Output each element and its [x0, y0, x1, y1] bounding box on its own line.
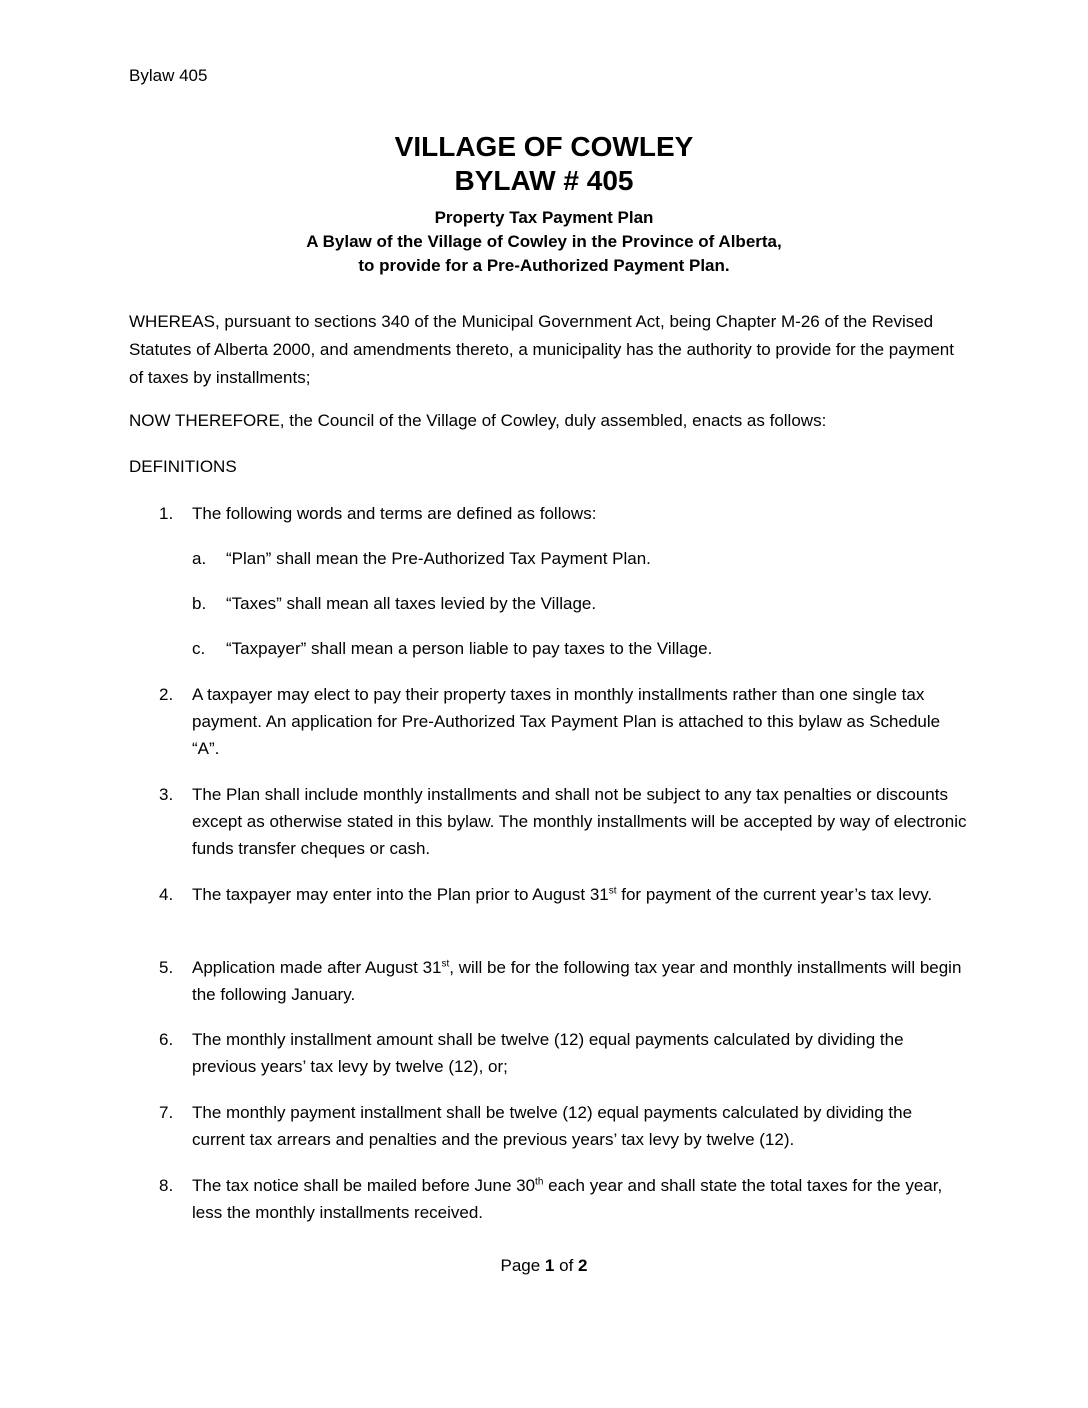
sub-item-letter: c. — [192, 639, 206, 658]
list-item-text: The monthly installment amount shall be twelve (12) equal payments calculated by dividing the previous years’ tax levy by twelve (12), or; — [192, 1030, 904, 1076]
running-header: Bylaw 405 — [129, 66, 208, 85]
list-item-number: 2. — [159, 685, 174, 704]
subtitle-description-2: to provide for a Pre-Authorized Payment Plan. — [358, 256, 730, 275]
sub-item-letter: a. — [192, 549, 207, 568]
sub-item-text: “Taxpayer” shall mean a person liable to pay taxes to the Village. — [226, 639, 713, 658]
definitions-heading: DEFINITIONS — [129, 457, 237, 476]
list-item-text: A taxpayer may elect to pay their property taxes in monthly installments rather than one single tax payment. An application for Pre-Authorized Tax Payment Plan is attached to this bylaw as Schedule “A”. — [192, 685, 941, 758]
list-item-text — [192, 881, 967, 908]
sub-item-text: “Taxes” shall mean all taxes levied by the Village. — [226, 594, 597, 613]
of-word: of — [559, 1256, 574, 1275]
sub-item-text: “Plan” shall mean the Pre-Authorized Tax Payment Plan. — [226, 549, 651, 568]
page-word: Page — [500, 1256, 541, 1275]
list-item-number: 4. — [159, 885, 174, 904]
list-item-text: The following words and terms are defined as follows: — [192, 504, 597, 523]
village-title: VILLAGE OF COWLEY — [394, 131, 694, 162]
subtitle-plan-name: Property Tax Payment Plan — [434, 208, 654, 227]
list-item-number: 6. — [159, 1030, 174, 1049]
list-item-number: 8. — [159, 1176, 174, 1195]
sub-item-letter: b. — [192, 594, 207, 613]
text-after-sup: for payment of the current year’s tax levy. — [616, 885, 933, 904]
page-footer — [0, 1256, 1088, 1276]
list-item-text — [192, 1172, 967, 1226]
ordinal-suffix: th — [535, 1176, 544, 1188]
text-before-sup: The taxpayer may enter into the Plan prior to August 31 — [192, 885, 609, 904]
text-before-sup: Application made after August 31 — [192, 958, 442, 977]
title-block — [0, 130, 1088, 278]
bylaw-number-title: BYLAW # 405 — [454, 165, 634, 196]
ordinal-suffix: st — [441, 958, 450, 970]
ordinal-suffix: st — [608, 885, 617, 897]
text-after-sup: each year and shall state the total taxes for the year, less the monthly installments received. — [192, 1176, 943, 1222]
text-before-sup: The tax notice shall be mailed before June 30 — [192, 1176, 536, 1195]
list-item-number: 7. — [159, 1103, 174, 1122]
whereas-paragraph: WHEREAS, pursuant to sections 340 of the Municipal Government Act, being Chapter M-26 of the Revised Statutes of Alberta 2000, and amendments thereto, a municipality has the authority to provide for the payment of taxes by installments; — [129, 312, 954, 387]
list-item-text — [192, 954, 967, 1008]
subtitle-description-1: A Bylaw of the Village of Cowley in the Province of Alberta, — [306, 232, 782, 251]
list-item-number: 5. — [159, 958, 174, 977]
list-item-number: 1. — [159, 504, 174, 523]
list-item-text: The Plan shall include monthly installments and shall not be subject to any tax penalties or discounts except as otherwise stated in this bylaw. The monthly installments will be accepted by way of electronic funds transfer cheques or cash. — [192, 785, 967, 858]
list-item-text: The monthly payment installment shall be twelve (12) equal payments calculated by dividing the current tax arrears and penalties and the previous years’ tax levy by twelve (12). — [192, 1103, 913, 1149]
page-total: 2 — [578, 1256, 588, 1275]
now-therefore-paragraph: NOW THEREFORE, the Council of the Village of Cowley, duly assembled, enacts as follows: — [129, 411, 827, 430]
text-after-sup: , will be for the following tax year and monthly installments will begin the following January. — [192, 958, 962, 1004]
list-item-number: 3. — [159, 785, 174, 804]
page-number: 1 — [544, 1256, 555, 1275]
